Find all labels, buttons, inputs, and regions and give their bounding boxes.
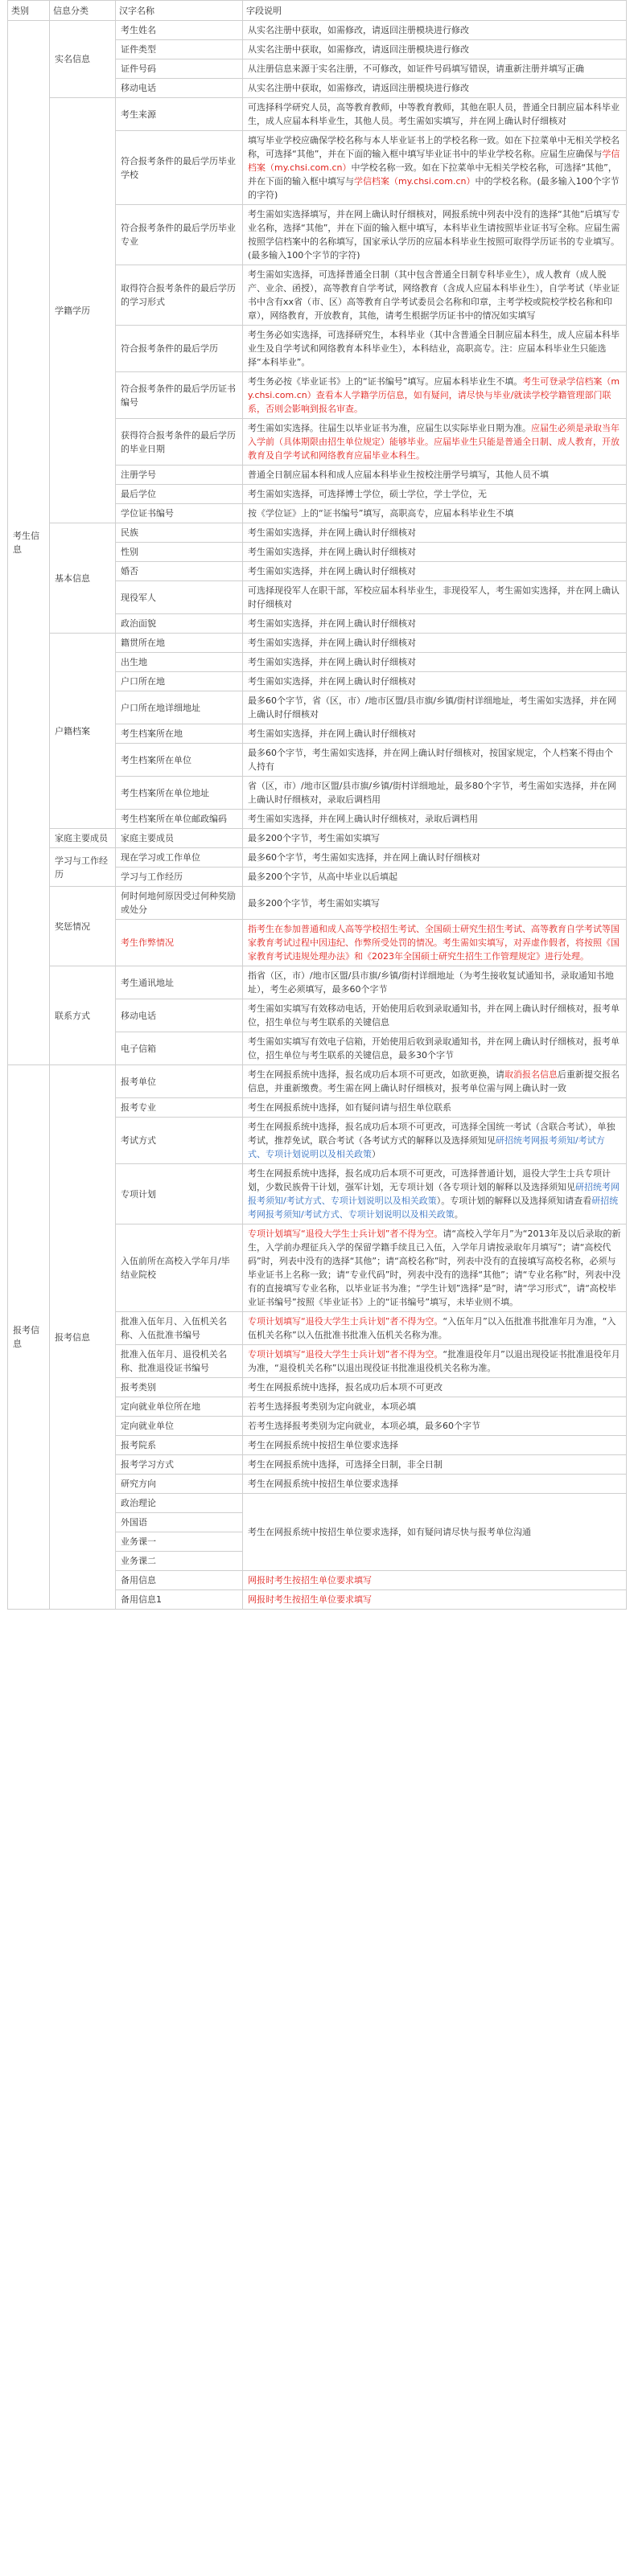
description-text: “批准退役年月”以退出现役证书批准退役年月为准，“退役机关名称”以退出现役证书批准退役机关名称为准。 xyxy=(248,1349,620,1373)
field-name-cell: 学位证书编号 xyxy=(116,504,243,523)
field-name-cell: 何时何地何原因受过何种奖励或处分 xyxy=(116,887,243,920)
description-cell xyxy=(243,1436,627,1455)
description-cell xyxy=(243,79,627,98)
field-name-cell: 婚否 xyxy=(116,562,243,581)
description-text: 考生需如实选择，并在网上确认时仔细核对 xyxy=(248,618,416,629)
description-text: 取消报名信息 xyxy=(504,1069,558,1080)
field-name-cell: 家庭主要成员 xyxy=(116,829,243,848)
description-cell: 网报时考生按招生单位要求填写 xyxy=(243,1571,627,1590)
description-text: 专项计划填写“退役大学生士兵计划”者不得为空。 xyxy=(248,1229,443,1239)
field-name-cell: 取得符合报考条件的最后学历的学习形式 xyxy=(116,265,243,326)
table-body xyxy=(8,21,627,1610)
description-cell xyxy=(243,744,627,777)
description-text: 考生在网报系统中选择，报名成功后本项不可更改，可选择全国统一考试（含联合考试），单独考试，推荐免试，联合考试（各考试方式的解释以及选择须知见 xyxy=(248,1122,615,1146)
description-text: 按《学位证》上的“证书编号”填写，高职高专，应届本科毕业生不填 xyxy=(248,508,514,519)
field-name-cell: 符合报考条件的最后学历 xyxy=(116,326,243,372)
field-name-cell: 政治理论 xyxy=(116,1494,243,1513)
description-text: 考生需如实选择，可选择博士学位，硕士学位，学士学位，无 xyxy=(248,489,487,499)
field-name-cell: 报考单位 xyxy=(116,1065,243,1098)
description-cell xyxy=(243,59,627,79)
description-text: 中学校名称一致。如在下拉菜单中无相关学校名称，可选择“其他”，并在下面的输入框中填写与 xyxy=(248,162,617,187)
description-text: 考生需如实填写有效移动电话，开始使用后收到录取通知书，并在网上确认时仔细核对，报考单位，招生单位与考生联系的关键信息 xyxy=(248,1003,620,1028)
description-cell xyxy=(243,466,627,485)
description-text: 若考生选择报考类别为定向就业，本项必填 xyxy=(248,1401,416,1412)
description-cell xyxy=(243,691,627,724)
subcategory-cell: 报考信息 xyxy=(50,1065,116,1610)
description-cell xyxy=(243,999,627,1032)
description-cell xyxy=(243,419,627,466)
subcategory-cell: 奖惩情况 xyxy=(50,887,116,966)
description-text: 考生在网报系统中选择，报名成功后本项不可更改，可选择普通计划，退役大学生士兵专项计划，少数民族骨干计划，强军计划，无专项计划（各专项计划的解释以及选择须知见 xyxy=(248,1168,611,1192)
field-name-cell: 移动电话 xyxy=(116,999,243,1032)
description-cell xyxy=(243,1032,627,1065)
table-row xyxy=(8,1065,627,1098)
table-header-row xyxy=(8,1,627,21)
field-name-cell: 考生档案所在单位邮政编码 xyxy=(116,810,243,829)
description-cell xyxy=(243,1417,627,1436)
description-text: 可选择科学研究人员，高等教育教师，中等教育教师，其他在职人员，普通全日制应届本科毕业生，成人应届本科毕业生，其他人员。考生需如实填写，并在网上确认时仔细核对 xyxy=(248,102,620,126)
description-text: ）。专项计划的解释以及选择须知请查看 xyxy=(436,1196,592,1206)
field-name-cell: 批准入伍年月、入伍机关名称、入伍批准书编号 xyxy=(116,1312,243,1345)
field-name-cell: 考生作弊情况 xyxy=(116,920,243,966)
description-text: 考生需如实选择，并在网上确认时仔细核对 xyxy=(248,566,416,576)
description-text: 可选择现役军人在职干部，军校应届本科毕业生，非现役军人，考生需如实选择，并在网上确认时仔细核对 xyxy=(248,585,620,609)
subcategory-cell: 学习与工作经历 xyxy=(50,848,116,887)
description-text: 考生在网报系统中选择，报名成功后本项不可更改，如欲更换，请 xyxy=(248,1069,504,1080)
header-cell: 类别 xyxy=(8,1,50,21)
description-text: 考生需如实选择，并在网上确认时仔细核对 xyxy=(248,728,416,739)
field-name-cell: 户口所在地 xyxy=(116,672,243,691)
description-text: 考生需如实选择。往届生以毕业证书为准，应届生以实际毕业日期为准。 xyxy=(248,423,531,433)
description-cell xyxy=(243,653,627,672)
field-name-cell: 业务课一 xyxy=(116,1532,243,1552)
field-name-cell: 考生档案所在单位地址 xyxy=(116,777,243,810)
description-cell xyxy=(243,1312,627,1345)
field-name-cell: 考生通讯地址 xyxy=(116,966,243,999)
table-row xyxy=(8,966,627,999)
subcategory-cell: 实名信息 xyxy=(50,21,116,98)
description-text: 最多200个字节，考生需如实填写 xyxy=(248,833,380,843)
description-cell xyxy=(243,777,627,810)
description-text: 考生需如实选择，并在网上确认时仔细核对 xyxy=(248,638,416,648)
description-cell xyxy=(243,265,627,326)
table-row xyxy=(8,634,627,653)
description-text: 。 xyxy=(454,1209,463,1220)
field-name-cell: 符合报考条件的最后学历证书编号 xyxy=(116,372,243,419)
description-cell xyxy=(243,21,627,40)
subcategory-cell: 基本信息 xyxy=(50,523,116,634)
description-cell xyxy=(243,672,627,691)
field-name-cell: 符合报考条件的最后学历毕业专业 xyxy=(116,205,243,265)
description-text: 考生需如实填写有效电子信箱，开始使用后收到录取通知书，并在网上确认时仔细核对，报考单位，招生单位与考生联系的关键信息，最多30个字节 xyxy=(248,1036,620,1060)
description-cell xyxy=(243,614,627,634)
description-text: 考生在网报系统中选择，报名成功后本项不可更改 xyxy=(248,1382,443,1393)
description-text: 考生在网报系统中选择，可选择全日制，非全日制 xyxy=(248,1459,443,1470)
description-cell xyxy=(243,1455,627,1475)
description-text: 专项计划填写“退役大学生士兵计划”者不得为空。 xyxy=(248,1349,443,1360)
description-cell xyxy=(243,1345,627,1378)
header-cell: 字段说明 xyxy=(243,1,627,21)
table-row xyxy=(8,848,627,868)
description-cell xyxy=(243,1164,627,1224)
field-name-cell: 专项计划 xyxy=(116,1164,243,1224)
field-name-cell: 户口所在地详细地址 xyxy=(116,691,243,724)
field-name-cell: 电子信箱 xyxy=(116,1032,243,1065)
field-name-cell: 民族 xyxy=(116,523,243,543)
description-text: 考生需如实选择，并在网上确认时仔细核对 xyxy=(248,676,416,687)
description-cell xyxy=(243,868,627,887)
description-text: 最多60个字节，考生需如实选择，并在网上确认时仔细核对，按国家规定，个人档案不得由个人持有 xyxy=(248,748,613,772)
description-text: 普通全日制应届本科和成人应届本科毕业生按校注册学号填写，其他人员不填 xyxy=(248,470,549,480)
description-text: 考生务必按《毕业证书》上的“证书编号”填写。应届本科毕业生不填。 xyxy=(248,376,523,387)
description-text: 最多200个字节，考生需如实填写 xyxy=(248,897,380,909)
description-text: 考生需如实选择，并在网上确认时仔细核对 xyxy=(248,527,416,538)
field-name-cell: 证件类型 xyxy=(116,40,243,59)
table-row xyxy=(8,21,627,40)
table-row xyxy=(8,523,627,543)
description-text: 从实名注册中获取，如需修改，请返回注册模块进行修改 xyxy=(248,25,469,35)
field-name-cell: 批准入伍年月、退役机关名称、批准退役证书编号 xyxy=(116,1345,243,1378)
description-cell xyxy=(243,724,627,744)
description-cell xyxy=(243,920,627,966)
field-name-cell: 移动电话 xyxy=(116,79,243,98)
description-text: 考生需如实选择，并在网上确认时仔细核对 xyxy=(248,657,416,667)
description-text: 省（区，市）/地市区盟/县市旗/乡镇/街村详细地址，最多80个字节，考生需如实选择，并在网上确认时仔细核对，录取后调档用 xyxy=(248,781,616,805)
info-table xyxy=(7,0,627,1610)
description-text: 考生需如实选择填写，并在网上确认时仔细核对，网报系统中列表中没有的选择“其他”后填写专业名称，选择“其他”，并在下面的输入框中填写，本科毕业生请按照毕业证书写全称。应届生需按照学信档案中的名称填写，国家承认学历的应届本科毕业生按照可取得学历证书的专业填写。(最多输入100个字节的字符) xyxy=(248,209,620,260)
description-cell xyxy=(243,1224,627,1312)
description-text: 若考生选择报考类别为定向就业，本项必填，最多60个字节 xyxy=(248,1421,480,1431)
field-name-cell: 证件号码 xyxy=(116,59,243,79)
subcategory-cell: 学籍学历 xyxy=(50,98,116,523)
field-name-cell: 考生来源 xyxy=(116,98,243,131)
description-text: 研招统考网报考须知/考试方式、专项计划说明以及相关政策 xyxy=(248,1135,605,1159)
field-name-cell: 报考类别 xyxy=(116,1378,243,1397)
description-cell xyxy=(243,848,627,868)
description-text: 后重新提交报名信息，并重新缴费。考生需在网上确认时仔细核对，报考单位需与网上确认时一致 xyxy=(248,1069,620,1093)
description-text: 最多60个字节，考生需如实选择，并在网上确认时仔细核对 xyxy=(248,852,480,863)
field-name-cell: 考生档案所在单位 xyxy=(116,744,243,777)
description-text: ） xyxy=(372,1149,381,1159)
description-text: 专项计划填写“退役大学生士兵计划”者不得为空。 xyxy=(248,1316,443,1327)
description-text: 最多200个字节，从高中毕业以后填起 xyxy=(248,872,397,882)
description-text: 考生需如实选择，并在网上确认时仔细核对 xyxy=(248,547,416,557)
description-text: 从注册信息来源于实名注册，不可修改，如证件号码填写错误，请重新注册并填写正确 xyxy=(248,64,584,74)
field-name-cell: 备用信息 xyxy=(116,1571,243,1590)
subcategory-cell: 户籍档案 xyxy=(50,634,116,829)
description-cell xyxy=(243,1098,627,1118)
description-cell xyxy=(243,1397,627,1417)
table-row xyxy=(8,887,627,920)
description-cell xyxy=(243,326,627,372)
field-name-cell: 出生地 xyxy=(116,653,243,672)
field-name-cell: 考试方式 xyxy=(116,1118,243,1164)
field-name-cell: 业务课二 xyxy=(116,1552,243,1571)
description-text: “入伍年月”以入伍批准书批准年月为准，“入伍机关名称”以入伍批准书批准入伍机关名称为准。 xyxy=(248,1316,616,1340)
category-cell: 考生信息 xyxy=(8,21,50,1065)
description-text: 研招统考网报考须知/考试方式、专项计划说明以及相关政策 xyxy=(248,1196,619,1220)
description-text: 中的学校名称。(最多输入100个字节的字符) xyxy=(248,176,620,200)
subcategory-cell: 联系方式 xyxy=(50,966,116,1065)
description-cell xyxy=(243,829,627,848)
field-name-cell: 现役军人 xyxy=(116,581,243,614)
subcategory-cell: 家庭主要成员 xyxy=(50,829,116,848)
header-cell: 信息分类 xyxy=(50,1,116,21)
description-cell xyxy=(243,543,627,562)
description-text: 最多60个字节，省（区，市）/地市区盟/县市旗/乡镇/街村详细地址，考生需如实选择，并在网上确认时仔细核对 xyxy=(248,695,616,720)
description-text: 学信档案（my.chsi.com.cn） xyxy=(354,176,476,187)
field-name-cell: 政治面貌 xyxy=(116,614,243,634)
field-name-cell: 入伍前所在高校入学年月/毕结业院校 xyxy=(116,1224,243,1312)
description-text: 考生可登录学信档案（my.chsi.com.cn）查看本人学籍学历信息，如有疑问，请尽快与毕业/就读学校学籍管理部门联系，否则会影响到报名审查。 xyxy=(248,376,620,414)
description-text: 指考生在参加普通和成人高等学校招生考试、全国硕士研究生招生考试、高等教育自学考试等国家教育考试过程中因违纪、作弊所受处罚的情况。考生需如实填写，对弄虚作假者，将按照《国家教育考试违规处理办法》和《2023年全国硕士研究生招生工作管理规定》进行处理。 xyxy=(248,924,620,962)
category-cell: 报考信息 xyxy=(8,1065,50,1610)
description-text: 考生在网报系统中按招生单位要求选择 xyxy=(248,1479,398,1489)
field-name-cell: 注册学号 xyxy=(116,466,243,485)
description-cell xyxy=(243,98,627,131)
description-cell xyxy=(243,40,627,59)
field-name-cell: 最后学位 xyxy=(116,485,243,504)
description-text: 从实名注册中获取，如需修改，请返回注册模块进行修改 xyxy=(248,83,469,93)
field-name-cell: 定向就业单位所在地 xyxy=(116,1397,243,1417)
description-cell xyxy=(243,1378,627,1397)
field-name-cell: 考生档案所在地 xyxy=(116,724,243,744)
description-text: 学信档案（my.chsi.com.cn） xyxy=(248,149,620,173)
field-name-cell: 报考学习方式 xyxy=(116,1455,243,1475)
table-row xyxy=(8,98,627,131)
description-text: 考生在网报系统中选择，如有疑问请与招生单位联系 xyxy=(248,1102,451,1113)
description-cell xyxy=(243,205,627,265)
description-cell xyxy=(243,1065,627,1098)
description-cell: 网报时考生按招生单位要求填写 xyxy=(243,1590,627,1610)
field-name-cell: 报考专业 xyxy=(116,1098,243,1118)
description-cell xyxy=(243,131,627,205)
description-cell: 考生在网报系统中按招生单位要求选择，如有疑问请尽快与报考单位沟通 xyxy=(243,1494,627,1571)
description-text: 填写毕业学校应确保学校名称与本人毕业证书上的学校名称一致。如在下拉菜单中无相关学校名称，可选择“其他”，并在下面的输入框中填写毕业证书中的毕业学校名称。 xyxy=(248,135,620,159)
field-name-cell: 性别 xyxy=(116,543,243,562)
description-cell xyxy=(243,634,627,653)
description-cell xyxy=(243,810,627,829)
description-text: 考生需如实选择，并在网上确认时仔细核对，录取后调档用 xyxy=(248,814,478,824)
description-cell xyxy=(243,966,627,999)
description-text: 请“高校入学年月”为“2013年及以后录取的新生，入学前办理征兵入学的保留学籍手续且已入伍，入学年月请按录取年月填写”；请“高校代码”时，列表中没有的选择“其他”；请“高校名称”时，列表中没有的直接填写高校名称，必须与毕业证书上名称一致；请“专业代码”时，列表中没有的选择“其他”；请“专业名称”时，列表中没有的直接填写专业名称，以毕业证书为准；“学生计划”选择“是”时，请“学习形式”，请“高校毕业证书编号”按照《毕业证书》上的“证书编号”填写，未毕业则不填。 xyxy=(248,1229,621,1307)
description-text: 应届生必须是录取当年入学前（具体期限由招生单位规定）能够毕业。应届毕业生只能是普通全日制、成人教育，开放教育及自学考试和网络教育应届毕业本科生。 xyxy=(248,423,620,461)
field-name-cell: 定向就业单位 xyxy=(116,1417,243,1436)
description-cell xyxy=(243,523,627,543)
description-text: 考生需如实选择，可选择普通全日制（其中包含普通全日制专科毕业生），成人教育（成人脱产、业余、函授），高等教育自学考试，网络教育（含成人应届本科毕业生），自学考试（毕业证书中含有xx省（市、区）高等教育自学考试委员会名称和印章，主考学校或院校学校名称和印章），网络教育，开放教育，其他，请考生根据学历证书中的情况如实填写 xyxy=(248,269,620,321)
description-cell xyxy=(243,562,627,581)
description-cell xyxy=(243,372,627,419)
description-cell xyxy=(243,887,627,920)
field-name-cell: 考生姓名 xyxy=(116,21,243,40)
field-name-cell: 籍贯所在地 xyxy=(116,634,243,653)
description-cell xyxy=(243,581,627,614)
description-text: 应届生应确保与 xyxy=(540,149,603,159)
description-cell xyxy=(243,1475,627,1494)
field-name-cell: 学习与工作经历 xyxy=(116,868,243,887)
description-cell xyxy=(243,485,627,504)
field-name-cell: 获得符合报考条件的最后学历的毕业日期 xyxy=(116,419,243,466)
description-text: 指省（区，市）/地市区盟/县市旗/乡镇/街村详细地址（为考生接收复试通知书，录取通知书地址），考生必须填写，最多60个字节 xyxy=(248,970,614,995)
description-text: 考生在网报系统中按招生单位要求选择 xyxy=(248,1440,398,1450)
field-name-cell: 报考院系 xyxy=(116,1436,243,1455)
table-row xyxy=(8,829,627,848)
description-text: 从实名注册中获取，如需修改，请返回注册模块进行修改 xyxy=(248,44,469,55)
description-text: 考生务必如实选择，可选择研究生，本科毕业（其中含普通全日制应届本科生，成人应届本科毕业生及自学考试和网络教育本科毕业生），本科结业，高职高专。注：应届本科毕业生只能选择“本科毕业”。 xyxy=(248,330,620,367)
description-cell xyxy=(243,504,627,523)
description-cell xyxy=(243,1118,627,1164)
field-name-cell: 外国语 xyxy=(116,1513,243,1532)
field-name-cell: 备用信息1 xyxy=(116,1590,243,1610)
field-name-cell: 研究方向 xyxy=(116,1475,243,1494)
description-text: 研招统考网报考须知/考试方式、专项计划说明以及相关政策 xyxy=(248,1182,620,1206)
header-cell: 汉字名称 xyxy=(116,1,243,21)
field-name-cell: 现在学习或工作单位 xyxy=(116,848,243,868)
field-name-cell: 符合报考条件的最后学历毕业学校 xyxy=(116,131,243,205)
